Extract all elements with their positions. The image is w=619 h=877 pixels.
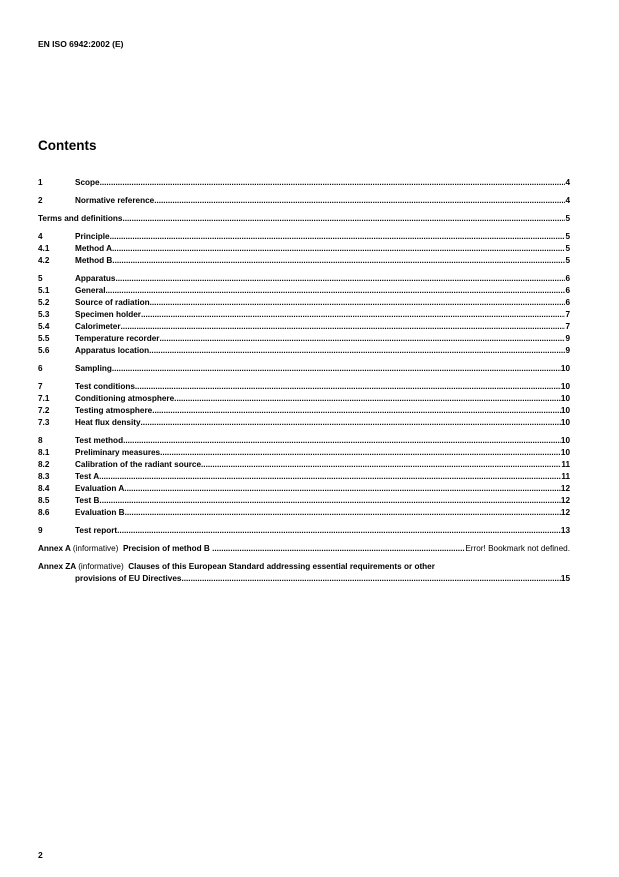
toc-group (38, 435, 570, 519)
toc-entry-title: Test report (75, 526, 118, 535)
toc-entry-title: Test B (75, 496, 100, 505)
toc-entry-title: Apparatus location (75, 346, 150, 355)
toc-group (38, 231, 570, 267)
dot-leader (110, 231, 566, 243)
toc-entry-title: Heat flux density (75, 418, 141, 427)
dot-leader (152, 405, 561, 417)
document-id-header: EN ISO 6942:2002 (E) (38, 39, 124, 49)
toc-entry-page: 11 (561, 472, 570, 481)
toc-entry-number: 8.2 (38, 460, 50, 469)
toc-group (38, 525, 570, 537)
page-number: 2 (38, 850, 43, 860)
toc-entry-page: 13 (560, 526, 570, 535)
toc-group (38, 363, 570, 375)
toc-entry-page: 10 (560, 418, 570, 427)
toc-entry[interactable] (38, 393, 570, 405)
dot-leader (112, 363, 561, 375)
toc-entry-title: Method B (75, 256, 113, 265)
toc-entry-title: General (75, 286, 106, 295)
toc-entry-title: Terms and definitions (38, 214, 123, 223)
toc-entry-title: Calibration of the radiant source (75, 460, 202, 469)
toc-entry-page: 10 (560, 448, 570, 457)
toc-group-annex-za (38, 561, 570, 585)
toc-entry-page: 12 (560, 484, 570, 493)
dot-leader (99, 471, 561, 483)
annex-za-label (38, 561, 435, 573)
dot-leader (112, 243, 565, 255)
toc-entry[interactable] (38, 483, 570, 495)
toc-entry-page: 12 (560, 496, 570, 505)
toc-entry-page: 10 (560, 436, 570, 445)
toc-entry-page: 5 (565, 256, 570, 265)
dot-leader (149, 345, 565, 357)
toc-group (38, 177, 570, 189)
toc-entry[interactable] (38, 285, 570, 297)
dot-leader (201, 459, 561, 471)
toc-entry[interactable] (38, 345, 570, 357)
dot-leader (154, 195, 565, 207)
toc-entry[interactable] (38, 459, 570, 471)
toc-entry[interactable] (38, 309, 570, 321)
toc-entry-number: 8.6 (38, 508, 50, 517)
toc-entry-title: Apparatus (75, 274, 116, 283)
toc-entry-title: Normative reference (75, 196, 155, 205)
toc-group (38, 213, 570, 225)
toc-entry[interactable] (38, 381, 570, 393)
toc-entry[interactable] (38, 213, 570, 225)
page-title: Contents (38, 138, 97, 153)
toc-entry-number: 8.3 (38, 472, 50, 481)
toc-entry-title: Preliminary measures (75, 448, 161, 457)
dot-leader (174, 393, 561, 405)
toc-entry-title: Principle (75, 232, 110, 241)
toc-entry-title: Specimen holder (75, 310, 141, 319)
toc-entry[interactable] (38, 417, 570, 429)
toc-entry[interactable] (38, 321, 570, 333)
toc-entry-number: 8.5 (38, 496, 50, 505)
dot-leader (160, 447, 561, 459)
toc-entry-number: 4.2 (38, 256, 50, 265)
dot-leader (123, 435, 561, 447)
dot-leader (122, 213, 565, 225)
dot-leader (184, 573, 561, 585)
toc-entry-page: 10 (560, 406, 570, 415)
dot-leader (117, 525, 561, 537)
toc-entry-page: 6 (565, 286, 570, 295)
annex-za-title-line1: Clauses of this European Standard addressing essential requirements or other (128, 562, 435, 571)
toc-entry-page: 4 (565, 196, 570, 205)
dot-leader (160, 333, 566, 345)
toc-entry[interactable] (38, 507, 570, 519)
dot-leader (100, 177, 566, 189)
toc-entry-page: 4 (565, 178, 570, 187)
toc-entry-number: 7.1 (38, 394, 50, 403)
dot-leader (121, 321, 566, 333)
toc-entry-number: 8.4 (38, 484, 50, 493)
dot-leader (212, 543, 465, 555)
annex-a-label (38, 543, 212, 555)
toc-entry-title: Method A (75, 244, 112, 253)
toc-entry-title: Conditioning atmosphere (75, 394, 175, 403)
toc-entry-number: 8.1 (38, 448, 50, 457)
toc-entry[interactable] (38, 255, 570, 267)
toc-entry-number: 4 (38, 232, 43, 241)
toc-entry-page: 5 (565, 232, 570, 241)
toc-entry-number: 4.1 (38, 244, 50, 253)
toc-entry-page: 15 (560, 574, 570, 583)
toc-group (38, 273, 570, 357)
toc-entry-page: 7 (565, 322, 570, 331)
toc-entry[interactable] (38, 447, 570, 459)
toc-entry-title: Test A (75, 472, 100, 481)
annex-a-title: Precision of method B (122, 544, 210, 553)
toc-entry-number: 5.2 (38, 298, 50, 307)
toc-entry-number: 5.5 (38, 334, 50, 343)
toc-group (38, 195, 570, 207)
dot-leader (106, 285, 566, 297)
toc-entry-title: Scope (75, 178, 100, 187)
toc-entry-page: 10 (560, 394, 570, 403)
toc-entry[interactable] (38, 471, 570, 483)
dot-leader (124, 483, 561, 495)
toc-entry-number: 6 (38, 364, 43, 373)
toc-entry-number: 5.3 (38, 310, 50, 319)
toc-entry-page-error: Error! Bookmark not defined. (465, 544, 570, 553)
toc-entry-title: Sampling (75, 364, 112, 373)
toc-entry-page: 10 (560, 382, 570, 391)
toc-entry-title: Test conditions (75, 382, 135, 391)
toc-entry-annex-za-continuation[interactable] (38, 573, 570, 585)
annex-za-title-line2: provisions of EU Directives. (75, 574, 184, 583)
table-of-contents (38, 177, 570, 591)
toc-group-annex-a (38, 543, 570, 555)
toc-entry-number: 9 (38, 526, 43, 535)
toc-entry-title: Testing atmosphere (75, 406, 153, 415)
toc-entry[interactable] (38, 525, 570, 537)
toc-entry-number: 7 (38, 382, 43, 391)
toc-entry[interactable] (38, 231, 570, 243)
dot-leader (99, 495, 560, 507)
toc-entry-number: 8 (38, 436, 43, 445)
toc-entry-number: 2 (38, 196, 43, 205)
toc-entry[interactable] (38, 243, 570, 255)
toc-entry[interactable] (38, 495, 570, 507)
toc-entry-number: 1 (38, 178, 43, 187)
toc-entry-number: 5 (38, 274, 43, 283)
toc-entry-page: 11 (561, 460, 570, 469)
toc-entry-page: 6 (565, 298, 570, 307)
dot-leader (135, 381, 561, 393)
toc-entry-number: 5.6 (38, 346, 50, 355)
toc-entry-number: 5.1 (38, 286, 50, 295)
toc-entry-page: 7 (565, 310, 570, 319)
toc-entry[interactable] (38, 195, 570, 207)
toc-entry[interactable] (38, 177, 570, 189)
toc-entry-title: Calorimeter (75, 322, 121, 331)
toc-entry-number: 7.3 (38, 418, 50, 427)
toc-entry-number: 5.4 (38, 322, 50, 331)
toc-entry-title: Source of radiation (75, 298, 150, 307)
toc-entry-title: Test method (75, 436, 124, 445)
annex-a-prefix: Annex A (38, 544, 71, 553)
toc-entry[interactable] (38, 333, 570, 345)
dot-leader (125, 507, 561, 519)
toc-entry-page: 9 (565, 334, 570, 343)
toc-entry-title: Evaluation A (75, 484, 125, 493)
toc-entry-page: 6 (565, 274, 570, 283)
toc-entry-annex-a[interactable] (38, 543, 570, 555)
toc-entry-page: 5 (565, 214, 570, 223)
toc-group (38, 381, 570, 429)
toc-entry-annex-za[interactable] (38, 561, 570, 573)
toc-entry[interactable] (38, 297, 570, 309)
toc-entry-title: Evaluation B (75, 508, 125, 517)
dot-leader (141, 309, 565, 321)
toc-entry-page: 12 (560, 508, 570, 517)
dot-leader (112, 255, 565, 267)
dot-leader (141, 417, 561, 429)
toc-entry-page: 10 (560, 364, 570, 373)
annex-za-prefix: Annex ZA (38, 562, 76, 571)
toc-entry[interactable] (38, 435, 570, 447)
toc-entry[interactable] (38, 273, 570, 285)
toc-entry[interactable] (38, 405, 570, 417)
toc-entry[interactable] (38, 363, 570, 375)
dot-leader (116, 273, 566, 285)
toc-entry-number: 7.2 (38, 406, 50, 415)
toc-entry-title: Temperature recorder (75, 334, 160, 343)
toc-entry-page: 5 (565, 244, 570, 253)
annex-za-kind: (informative) (78, 562, 124, 571)
annex-a-kind: (informative) (72, 544, 119, 553)
toc-entry-page: 9 (565, 346, 570, 355)
dot-leader (150, 297, 566, 309)
